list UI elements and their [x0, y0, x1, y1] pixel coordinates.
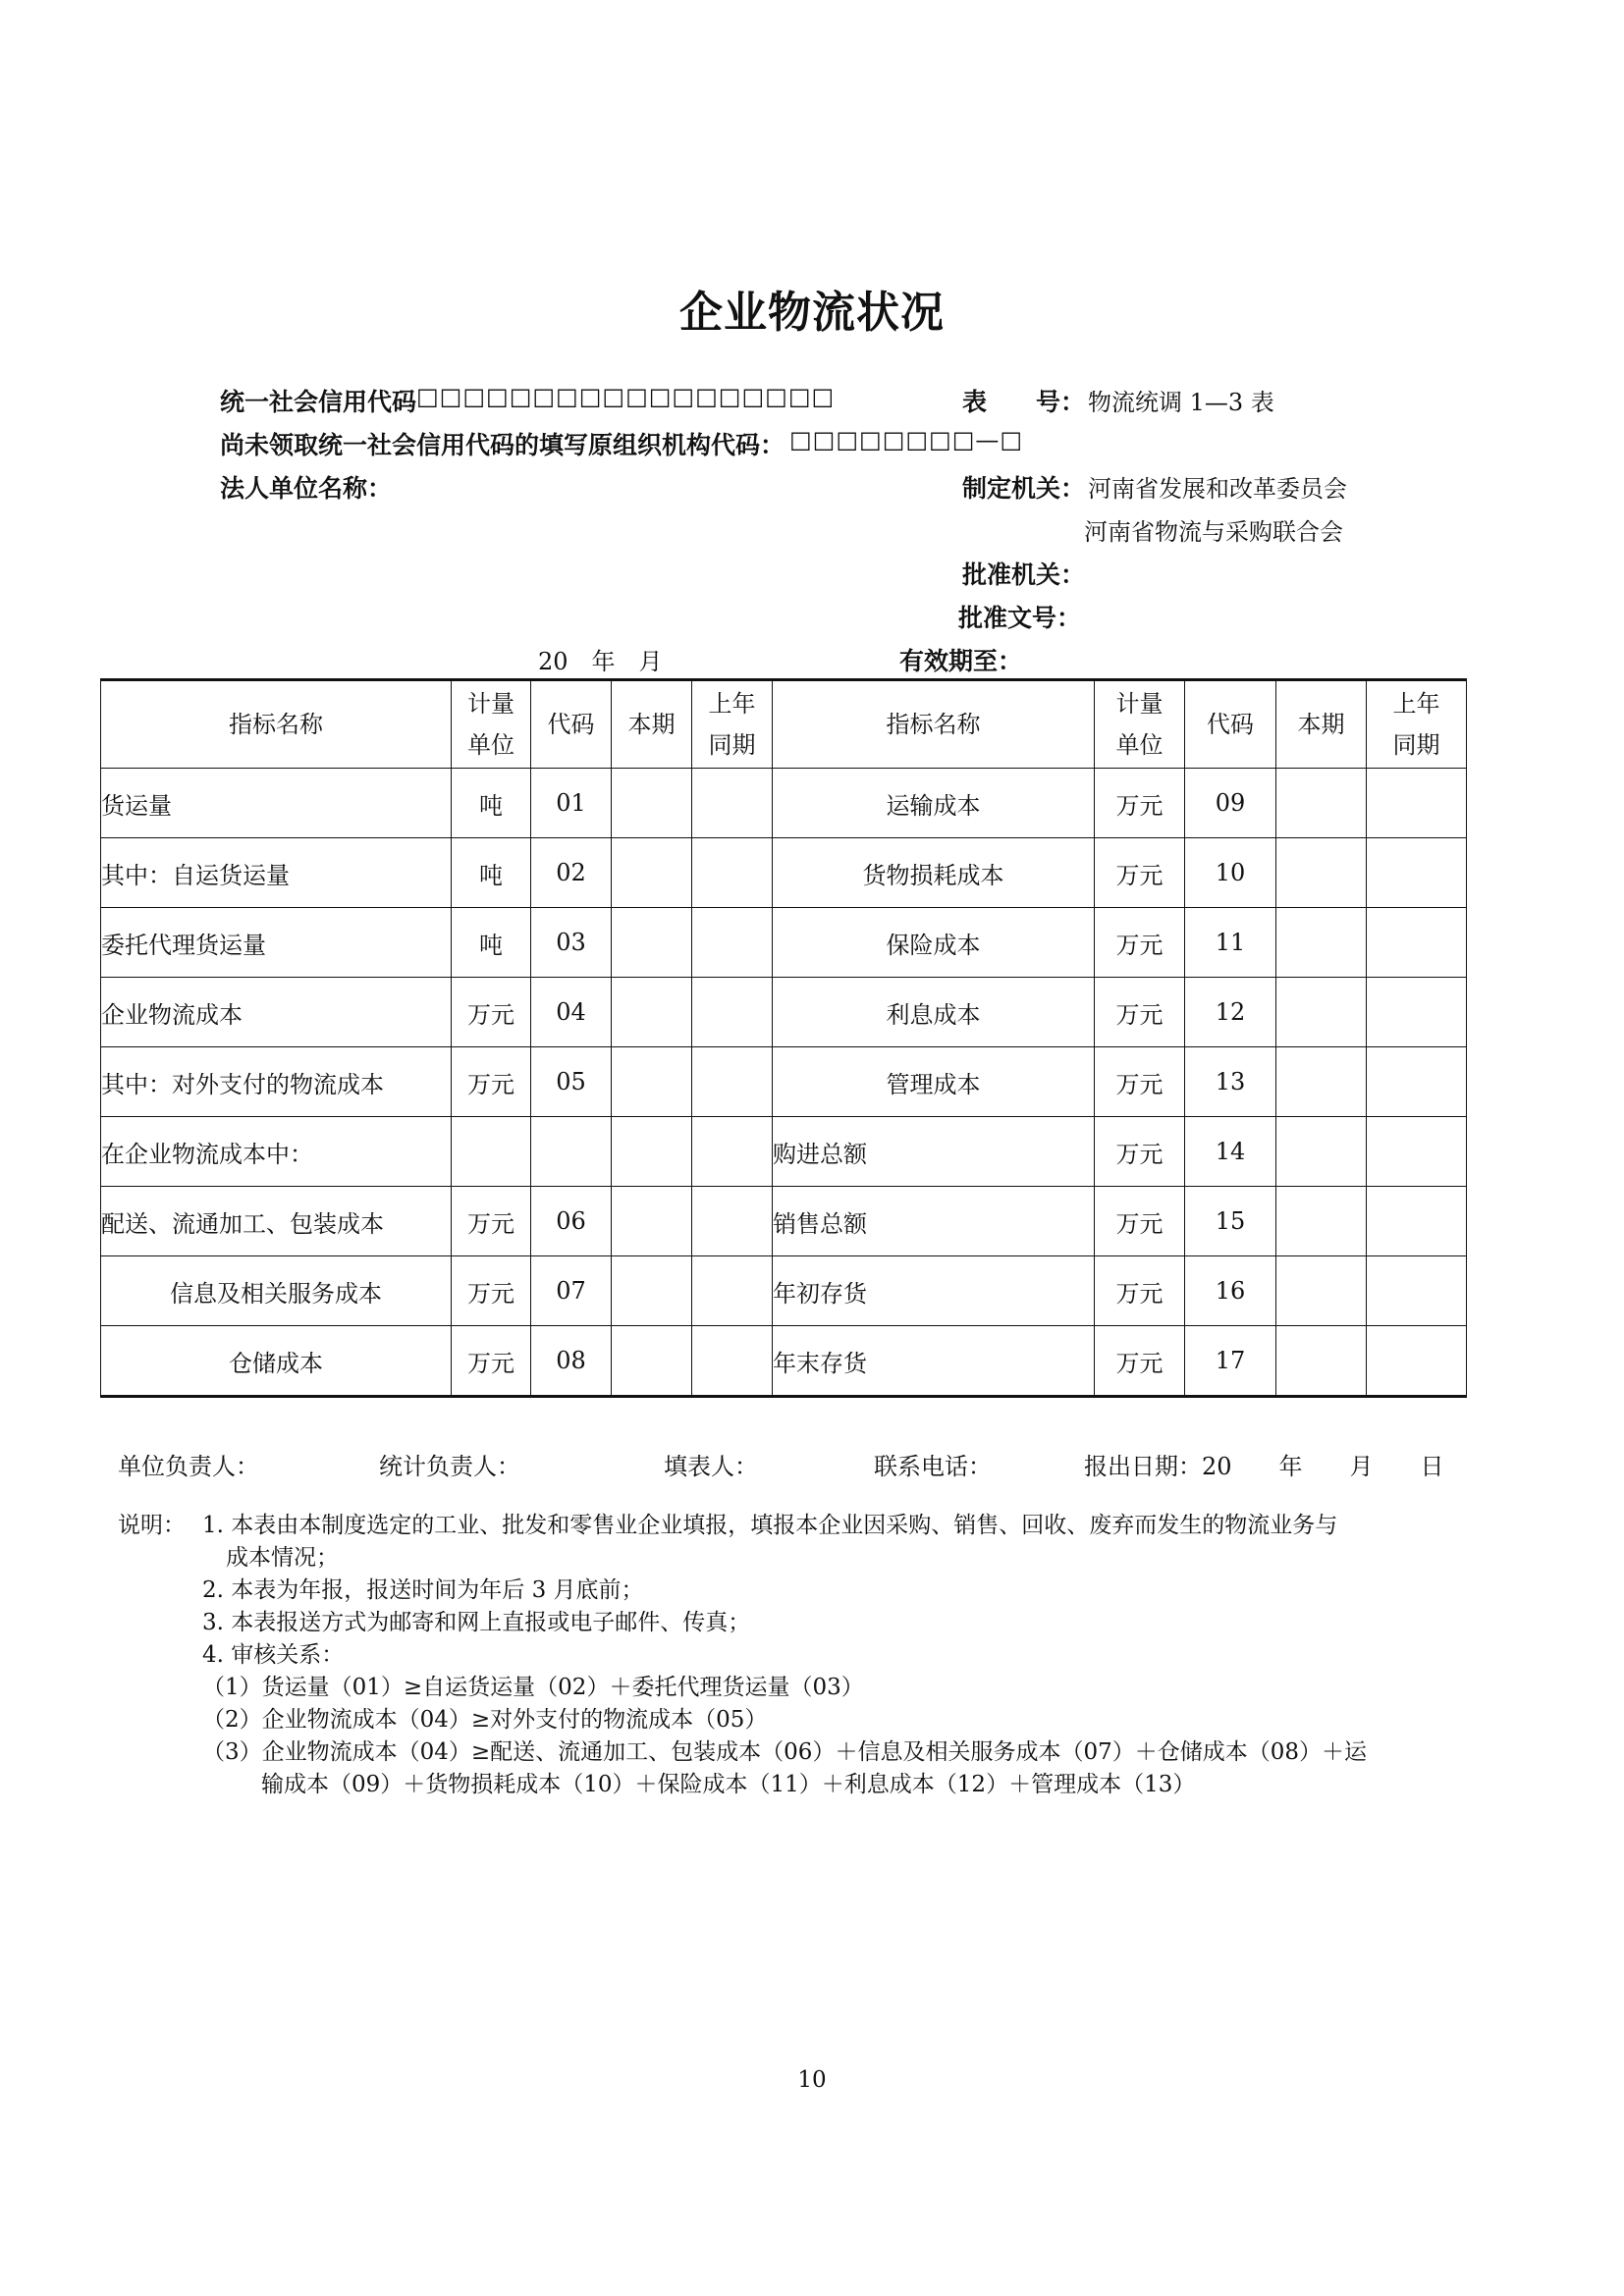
rule-2: （2）企业物流成本（04）≥对外支付的物流成本（05） [202, 1707, 768, 1733]
right-code: 15 [1185, 1187, 1276, 1256]
col-header-code: 代码 [531, 680, 612, 769]
org-code-label: 尚未领取统一社会信用代码的填写原组织机构代码： [220, 431, 785, 459]
left-name: 在企业物流成本中： [101, 1117, 452, 1187]
right-unit: 万元 [1095, 908, 1185, 978]
note-3: 3. 本表报送方式为邮寄和网上直报或电子邮件、传真； [202, 1610, 751, 1635]
right-current-cell[interactable] [1276, 769, 1367, 838]
col-header-current: 本期 [612, 680, 692, 769]
credit-code-boxes[interactable]: □□□□□□□□□□□□□□□□□□ [416, 383, 836, 410]
col-header-prev-2-l2: 同期 [1392, 731, 1440, 759]
right-unit: 万元 [1095, 1117, 1185, 1187]
left-prev-cell[interactable] [692, 1256, 773, 1326]
left-code: 06 [531, 1187, 612, 1256]
right-current-cell[interactable] [1276, 838, 1367, 908]
table-row [101, 1187, 1467, 1256]
left-current-cell[interactable] [612, 1326, 692, 1397]
col-header-code-2: 代码 [1185, 680, 1276, 769]
table-row [101, 978, 1467, 1047]
left-unit: 吨 [452, 908, 531, 978]
table-header-row [101, 680, 1467, 769]
right-unit: 万元 [1095, 1326, 1185, 1397]
right-name: 管理成本 [773, 1047, 1095, 1117]
left-unit: 万元 [452, 1047, 531, 1117]
rule-1: （1）货运量（01）≥自运货运量（02）＋委托代理货运量（03） [202, 1675, 864, 1700]
right-code: 17 [1185, 1326, 1276, 1397]
left-code: 01 [531, 769, 612, 838]
left-name: 货运量 [101, 769, 452, 838]
stat-head-label: 统计负责人： [379, 1453, 520, 1480]
col-header-unit-2 [1095, 680, 1185, 769]
left-current-cell[interactable] [612, 838, 692, 908]
left-prev-cell[interactable] [692, 978, 773, 1047]
col-header-unit [452, 680, 531, 769]
left-current-cell[interactable] [612, 1256, 692, 1326]
right-name: 销售总额 [773, 1187, 1095, 1256]
left-current-cell[interactable] [612, 1117, 692, 1187]
report-date-label: 报出日期：20 年 月 日 [1084, 1453, 1444, 1480]
table-row [101, 1047, 1467, 1117]
left-prev-cell[interactable] [692, 1117, 773, 1187]
left-prev-cell[interactable] [692, 838, 773, 908]
right-code: 12 [1185, 978, 1276, 1047]
table-row [101, 769, 1467, 838]
right-prev-cell[interactable] [1367, 769, 1467, 838]
right-code: 09 [1185, 769, 1276, 838]
col-header-unit-2-l2: 单位 [1115, 731, 1164, 759]
left-name: 信息及相关服务成本 [101, 1256, 452, 1326]
right-code: 10 [1185, 838, 1276, 908]
left-code: 03 [531, 908, 612, 978]
unit-head-label: 单位负责人： [118, 1453, 259, 1480]
right-prev-cell[interactable] [1367, 1256, 1467, 1326]
col-header-prev-l1: 上年 [708, 690, 756, 718]
right-prev-cell[interactable] [1367, 1187, 1467, 1256]
left-name: 其中：对外支付的物流成本 [101, 1047, 452, 1117]
left-unit: 万元 [452, 1256, 531, 1326]
left-code: 08 [531, 1326, 612, 1397]
left-code: 05 [531, 1047, 612, 1117]
left-unit: 吨 [452, 769, 531, 838]
table-row [101, 1117, 1467, 1187]
form-no-label: 表 号： [962, 388, 1086, 416]
col-header-name-2: 指标名称 [773, 680, 1095, 769]
left-code [531, 1117, 612, 1187]
issuer-label: 制定机关： [962, 474, 1086, 503]
left-code: 02 [531, 838, 612, 908]
note-1-line-2: 成本情况； [226, 1545, 339, 1571]
left-code: 04 [531, 978, 612, 1047]
col-header-unit-2-l1: 计量 [1115, 690, 1164, 718]
col-header-prev [692, 680, 773, 769]
approval-no-label: 批准文号： [958, 604, 1082, 632]
right-unit: 万元 [1095, 978, 1185, 1047]
right-current-cell[interactable] [1276, 1326, 1367, 1397]
left-prev-cell[interactable] [692, 1047, 773, 1117]
company-name-label: 法人单位名称： [220, 474, 393, 503]
page-title: 企业物流状况 [679, 288, 945, 338]
page-number: 10 [797, 2067, 827, 2093]
right-prev-cell[interactable] [1367, 908, 1467, 978]
filler-label: 填表人： [664, 1453, 758, 1480]
right-name: 购进总额 [773, 1117, 1095, 1187]
right-current-cell[interactable] [1276, 1047, 1367, 1117]
left-unit: 万元 [452, 1187, 531, 1256]
col-header-prev-2-l1: 上年 [1392, 690, 1440, 718]
right-code: 11 [1185, 908, 1276, 978]
right-code: 14 [1185, 1117, 1276, 1187]
left-prev-cell[interactable] [692, 1187, 773, 1256]
right-unit: 万元 [1095, 1187, 1185, 1256]
left-current-cell[interactable] [612, 908, 692, 978]
right-name: 利息成本 [773, 978, 1095, 1047]
right-current-cell[interactable] [1276, 908, 1367, 978]
left-current-cell[interactable] [612, 1187, 692, 1256]
table-row [101, 908, 1467, 978]
note-4: 4. 审核关系： [202, 1642, 345, 1668]
left-unit: 吨 [452, 838, 531, 908]
left-prev-cell[interactable] [692, 769, 773, 838]
right-unit: 万元 [1095, 1047, 1185, 1117]
right-current-cell[interactable] [1276, 1187, 1367, 1256]
report-period: 20 年 月 [538, 648, 663, 675]
left-current-cell[interactable] [612, 769, 692, 838]
right-prev-cell[interactable] [1367, 838, 1467, 908]
table-row [101, 1256, 1467, 1326]
valid-until-label: 有效期至： [899, 647, 1023, 675]
left-prev-cell[interactable] [692, 908, 773, 978]
left-unit [452, 1117, 531, 1187]
left-name: 配送、流通加工、包装成本 [101, 1187, 452, 1256]
issuer-line-2: 河南省物流与采购联合会 [1084, 518, 1343, 546]
left-prev-cell[interactable] [692, 1326, 773, 1397]
org-code-boxes[interactable]: □□□□□□□□—□ [789, 426, 1024, 454]
left-name: 仓储成本 [101, 1326, 452, 1397]
right-code: 13 [1185, 1047, 1276, 1117]
table-row [101, 838, 1467, 908]
rule-3-line-1: （3）企业物流成本（04）≥配送、流通加工、包装成本（06）＋信息及相关服务成本（07）＋仓储成本（08）＋运 [202, 1739, 1367, 1765]
right-unit: 万元 [1095, 769, 1185, 838]
note-1-line-1: 1. 本表由本制度选定的工业、批发和零售业企业填报，填报本企业因采购、销售、回收、废弃而发生的物流业务与 [202, 1513, 1338, 1538]
logistics-table [100, 678, 1467, 1398]
approver-label: 批准机关： [962, 561, 1086, 589]
right-current-cell[interactable] [1276, 1117, 1367, 1187]
phone-label: 联系电话： [874, 1453, 992, 1480]
right-current-cell[interactable] [1276, 978, 1367, 1047]
right-name: 年末存货 [773, 1326, 1095, 1397]
right-prev-cell[interactable] [1367, 978, 1467, 1047]
right-prev-cell[interactable] [1367, 1117, 1467, 1187]
note-2: 2. 本表为年报，报送时间为年后 3 月底前； [202, 1577, 644, 1603]
left-unit: 万元 [452, 1326, 531, 1397]
issuer-line-1: 河南省发展和改革委员会 [1088, 475, 1347, 503]
right-current-cell[interactable] [1276, 1256, 1367, 1326]
rule-3-line-2: 输成本（09）＋货物损耗成本（10）＋保险成本（11）＋利息成本（12）＋管理成本（13） [261, 1772, 1196, 1797]
left-unit: 万元 [452, 978, 531, 1047]
left-current-cell[interactable] [612, 1047, 692, 1117]
left-name: 企业物流成本 [101, 978, 452, 1047]
form-no-value: 物流统调 1—3 表 [1088, 389, 1274, 416]
col-header-prev-l2: 同期 [708, 731, 756, 759]
right-prev-cell[interactable] [1367, 1326, 1467, 1397]
col-header-current-2: 本期 [1276, 680, 1367, 769]
col-header-unit-l2: 单位 [467, 731, 514, 759]
right-unit: 万元 [1095, 838, 1185, 908]
right-unit: 万元 [1095, 1256, 1185, 1326]
col-header-unit-l1: 计量 [467, 690, 514, 718]
left-current-cell[interactable] [612, 978, 692, 1047]
notes-label: 说明： [118, 1513, 186, 1538]
left-name: 其中：自运货运量 [101, 838, 452, 908]
right-name: 保险成本 [773, 908, 1095, 978]
table-row [101, 1326, 1467, 1397]
right-prev-cell[interactable] [1367, 1047, 1467, 1117]
left-name: 委托代理货运量 [101, 908, 452, 978]
col-header-prev-2 [1367, 680, 1467, 769]
right-name: 货物损耗成本 [773, 838, 1095, 908]
col-header-name: 指标名称 [101, 680, 452, 769]
credit-code-label: 统一社会信用代码 [220, 388, 417, 416]
right-code: 16 [1185, 1256, 1276, 1326]
right-name: 运输成本 [773, 769, 1095, 838]
left-code: 07 [531, 1256, 612, 1326]
right-name: 年初存货 [773, 1256, 1095, 1326]
